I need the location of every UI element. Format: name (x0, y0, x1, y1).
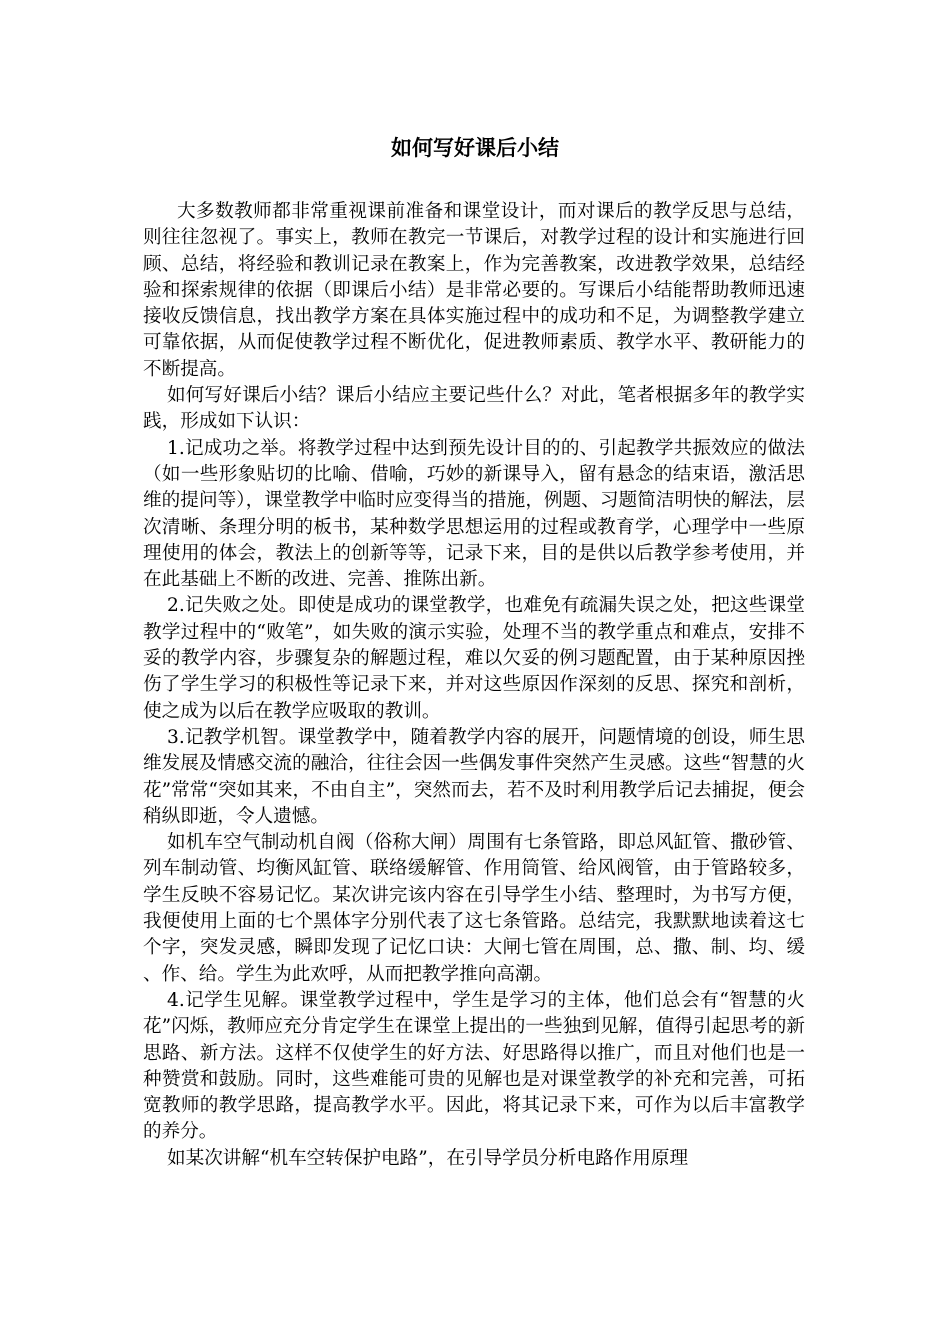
paragraph-circuit-example: 如某次讲解“机车空转保护电路”，在引导学员分析电路作用原理 (167, 1147, 689, 1169)
paragraph-question: 如何写好课后小结？课后小结应主要记些什么？对此，笔者根据多年的教学实践，形成如下认识： (143, 385, 805, 433)
paragraph-record-success: 1.记成功之举。将教学过程中达到预先设计目的的、引起教学共振效应的做法（如一些形象贴切的比喻、借喻，巧妙的新课导入，留有悬念的结束语，激活思维的提问等），课堂教学中临时应变得当的措施，例题、习题简洁明快的解法，层次清晰、条理分明的板书，某种数学思想运用的过程或教育学，心理学中一些原理使用的体会，教法上的创新等等，记录下来，目的是供以后教学参考使用，并在此基础上不断的改进、完善、推陈出新。 (143, 437, 805, 591)
paragraph-record-student-views: 4.记学生见解。课堂教学过程中，学生是学习的主体，他们总会有“智慧的火花”闪烁，教师应充分肯定学生在课堂上提出的一些独到见解，值得引起思考的新思路、新方法。这样不仅使学生的好方法、好思路得以推广，而且对他们也是一种赞赏和鼓励。同时，这些难能可贵的见解也是对课堂教学的补充和完善，可拓宽教师的教学思路，提高教学水平。因此，将其记录下来，可作为以后丰富教学的养分。 (143, 989, 805, 1143)
paragraph-record-failure: 2.记失败之处。即使是成功的课堂教学，也难免有疏漏失误之处，把这些课堂教学过程中的“败笔”，如失败的演示实验，处理不当的教学重点和难点，安排不妥的教学内容，步骤复杂的解题过程，难以欠妥的例习题配置，由于某种原因挫伤了学生学习的积极性等记录下来，并对这些原因作深刻的反思、探究和剖析，使之成为以后在教学应吸取的教训。 (143, 595, 805, 722)
paragraph-intro: 大多数教师都非常重视课前准备和课堂设计，而对课后的教学反思与总结，则往往忽视了。事实上，教师在教完一节课后，对教学过程的设计和实施进行回顾、总结，将经验和教训记录在教案上，作为完善教案，改进教学效果，总结经验和探索规律的依据（即课后小结）是非常必要的。写课后小结能帮助教师迅速接收反馈信息，找出教学方案在具体实施过程中的成功和不足，为调整教学建立可靠依据，从而促使教学过程不断优化，促进教师素质、教学水平、教研能力的不断提高。 (143, 201, 805, 380)
paragraph-record-wit: 3.记教学机智。课堂教学中，随着教学内容的展开，问题情境的创设，师生思维发展及情感交流的融洽，往往会因一些偶发事件突然产生灵感。这些“智慧的火花”常常“突如其来，不由自主”，突然而去，若不及时利用教学后记去捕捉，便会稍纵即逝，令人遗憾。 (143, 726, 805, 827)
paragraph-brake-example: 如机车空气制动机自阀（俗称大闸）周围有七条管路，即总风缸管、撒砂管、列车制动管、均衡风缸管、联络缓解管、作用筒管、给风阀管，由于管路较多，学生反映不容易记忆。某次讲完该内容在引导学生小结、整理时，为书写方便，我便使用上面的七个黑体字分别代表了这七条管路。总结完，我默默地读着这七个字，突发灵感，瞬即发现了记忆口诀：大闸七管在周围，总、撒、制、均、缓、作、给。学生为此欢呼，从而把教学推向高潮。 (143, 832, 805, 985)
document-title: 如何写好课后小结 (391, 135, 559, 160)
document-body (143, 199, 805, 1172)
